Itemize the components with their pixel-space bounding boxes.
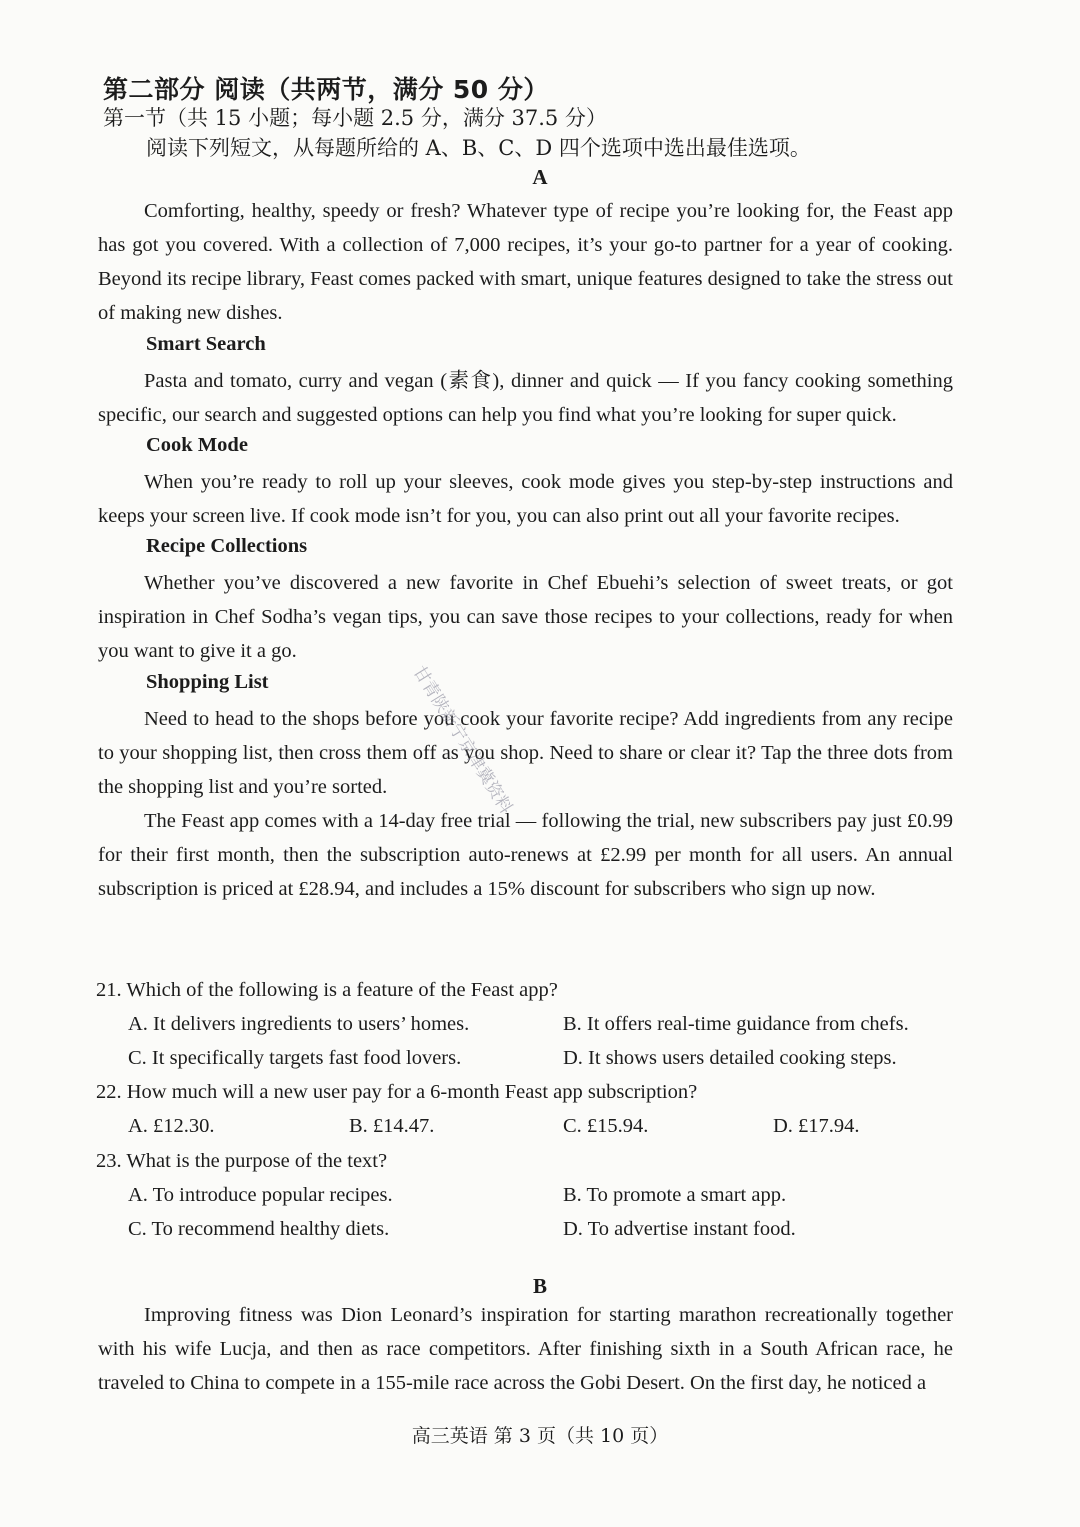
shopping-list-heading: Shopping List xyxy=(146,671,269,693)
question-22: 22. How much will a new user pay for a 6-month Feast app subscription? xyxy=(96,1081,698,1103)
section-title: 第一节（共 15 小题；每小题 2.5 分，满分 37.5 分） xyxy=(103,106,607,130)
q23-option-a: A. To introduce popular recipes. xyxy=(128,1184,393,1206)
q21-option-d: D. It shows users detailed cooking steps. xyxy=(563,1047,897,1069)
smart-search-heading: Smart Search xyxy=(146,333,266,355)
smart-search-text: Pasta and tomato, curry and vegan (素食), dinner and quick — If you fancy cooking something specific, our search and suggested options can help you find what you’re looking for super quick. xyxy=(98,370,953,426)
part-title: 第二部分 阅读（共两节，满分 50 分） xyxy=(103,75,549,104)
passage-b-label: B xyxy=(532,1274,547,1298)
pricing-text: The Feast app comes with a 14-day free trial — following the trial, new subscribers pay just £0.99 for their first month, then the subscription auto-renews at £2.99 per month for all users. An annual subscription is priced at £28.94, and includes a 15% discount for subscribers who sign up now. xyxy=(98,810,953,900)
pricing-paragraph xyxy=(98,804,953,906)
cook-mode-text: When you’re ready to roll up your sleeves, cook mode gives you step-by-step instructions and keeps your screen live. If cook mode isn’t for you, you can also print out all your favorite recipes. xyxy=(98,471,953,527)
q22-option-c: C. £15.94. xyxy=(563,1115,649,1137)
watermark-text: 甘青陕新宁京津冀资料 xyxy=(408,662,516,818)
collections-heading: Recipe Collections xyxy=(146,535,308,557)
page-footer: 高三英语 第 3 页（共 10 页） xyxy=(411,1425,669,1447)
intro-text: Comforting, healthy, speedy or fresh? Whatever type of recipe you’re looking for, the Feast app has got you covered. With a collection of 7,000 recipes, it’s your go-to partner for a year of cooking. Beyond its recipe library, Feast comes packed with smart, unique features designed to take the stress out of making new dishes. xyxy=(98,200,953,324)
question-21: 21. Which of the following is a feature of the Feast app? xyxy=(96,979,558,1001)
q22-option-b: B. £14.47. xyxy=(349,1115,435,1137)
smart-search-paragraph xyxy=(98,364,953,432)
collections-paragraph xyxy=(98,566,953,668)
q22-option-a: A. £12.30. xyxy=(128,1115,215,1137)
q21-option-a: A. It delivers ingredients to users’ homes. xyxy=(128,1013,470,1035)
q22-option-d: D. £17.94. xyxy=(773,1115,860,1137)
passage-a-intro xyxy=(98,194,953,330)
cook-mode-paragraph xyxy=(98,465,953,533)
passage-b-paragraph xyxy=(98,1298,953,1400)
question-23: 23. What is the purpose of the text? xyxy=(96,1150,388,1172)
q23-option-d: D. To advertise instant food. xyxy=(563,1218,796,1240)
q23-option-b: B. To promote a smart app. xyxy=(563,1184,787,1206)
q21-option-b: B. It offers real-time guidance from chefs. xyxy=(563,1013,909,1035)
shopping-list-paragraph xyxy=(98,702,953,804)
q21-option-c: C. It specifically targets fast food lovers. xyxy=(128,1047,462,1069)
passage-b-text: Improving fitness was Dion Leonard’s inspiration for starting marathon recreationally together with his wife Lucja, and then as race competitors. After finishing sixth in a South African race, he traveled to China to compete in a 155-mile race across the Gobi Desert. On the first day, he noticed a xyxy=(98,1304,953,1394)
passage-a-label: A xyxy=(532,165,548,189)
instruction-text: 阅读下列短文，从每题所给的 A、B、C、D 四个选项中选出最佳选项。 xyxy=(146,136,811,160)
collections-text: Whether you’ve discovered a new favorite in Chef Ebuehi’s selection of sweet treats, or got inspiration in Chef Sodha’s vegan tips, you can save those recipes to your collections, ready for when you want to give it a go. xyxy=(98,572,953,662)
q23-option-c: C. To recommend healthy diets. xyxy=(128,1218,390,1240)
cook-mode-heading: Cook Mode xyxy=(146,434,248,456)
shopping-list-text: Need to head to the shops before you cook your favorite recipe? Add ingredients from any recipe to your shopping list, then cross them off as you shop. Need to share or clear it? Tap the three dots from the shopping list and you’re sorted. xyxy=(98,708,953,798)
